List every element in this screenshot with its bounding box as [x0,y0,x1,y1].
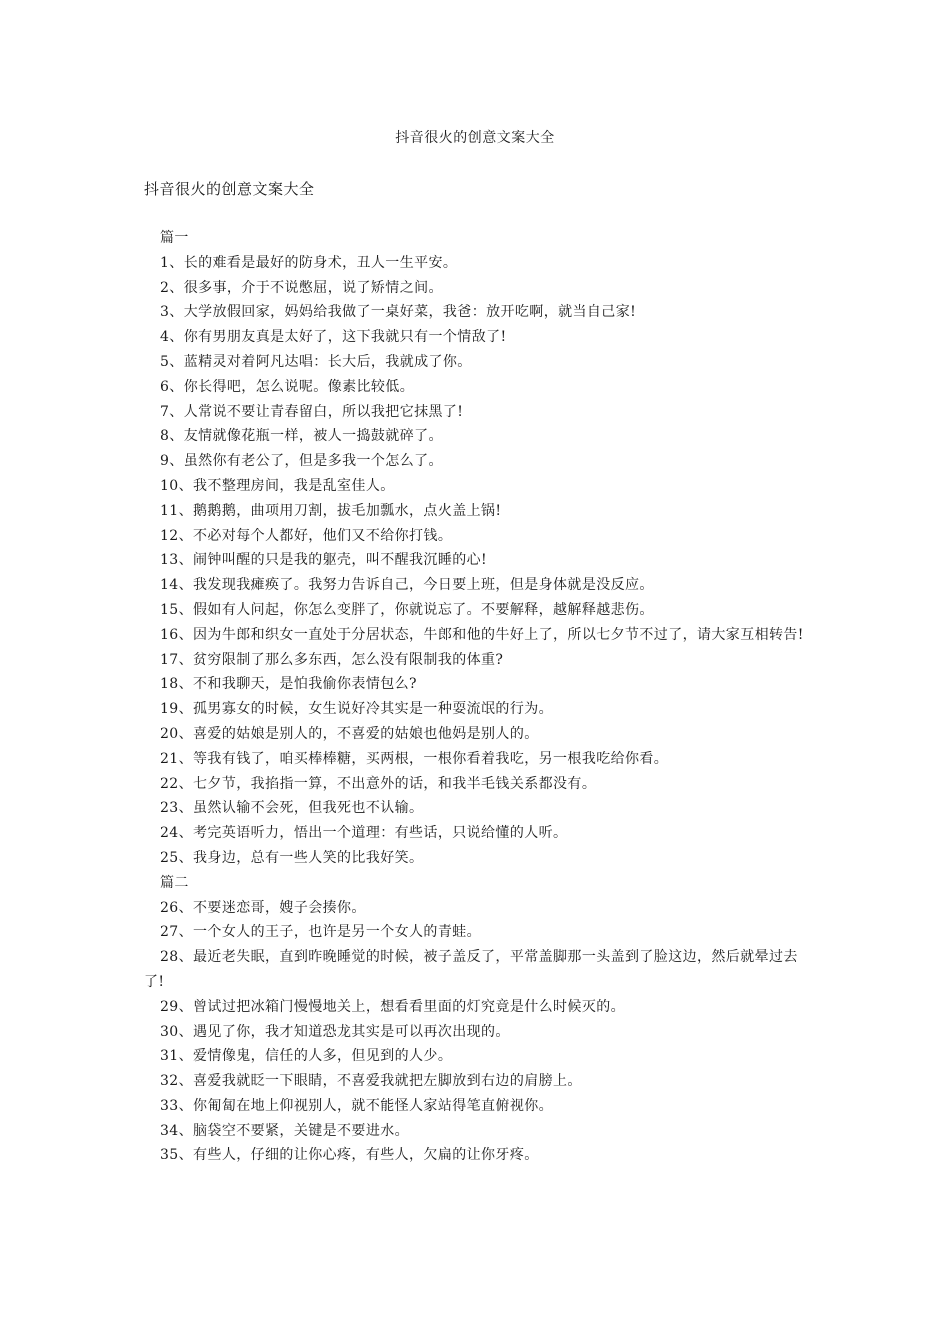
list-item: 4、你有男朋友真是太好了，这下我就只有一个情敌了! [160,329,507,346]
list-item: 22、七夕节，我掐指一算，不出意外的话，和我半毛钱关系都没有。 [160,775,597,792]
list-item: 15、假如有人问起，你怎么变胖了，你就说忘了。不要解释，越解释越悲伤。 [160,601,654,618]
list-item: 18、不和我聊天，是怕我偷你表情包么? [160,676,417,693]
list-item: 25、我身边，总有一些人笑的比我好笑。 [160,849,424,866]
section-heading: 篇一 [160,230,189,246]
list-item: 32、喜爱我就眨一下眼睛，不喜爱我就把左脚放到右边的肩膀上。 [160,1073,582,1090]
list-item: 10、我不整理房间，我是乱室佳人。 [160,477,395,494]
document-body [144,226,806,1168]
list-item: 35、有些人，仔细的让你心疼，有些人，欠扁的让你牙疼。 [160,1147,539,1164]
list-item: 14、我发现我瘫痪了。我努力告诉自己，今日要上班，但是身体就是没反应。 [160,577,654,594]
list-item: 23、虽然认输不会死，但我死也不认输。 [160,800,424,817]
section-heading: 篇二 [160,874,189,891]
list-item: 2、很多事，介于不说憋屈，说了矫情之间。 [160,279,443,296]
list-item: 24、考完英语听力，悟出一个道理：有些话，只说给懂的人听。 [160,825,568,842]
list-item: 28、最近老失眠，直到昨晚睡觉的时候，被子盖反了，平常盖脚那一头盖到了脸这边，然后就晕过去了! [144,949,798,990]
list-item: 1、长的难看是最好的防身术，丑人一生平安。 [160,254,458,271]
list-item: 27、一个女人的王子，也许是另一个女人的青蛙。 [160,924,482,941]
document-subtitle: 抖音很火的创意文案大全 [144,180,315,198]
list-item: 17、贫穷限制了那么多东西，怎么没有限制我的体重? [160,651,504,668]
list-item: 13、闹钟叫醒的只是我的躯壳，叫不醒我沉睡的心! [160,552,488,569]
list-item: 7、人常说不要让青春留白，所以我把它抹黑了! [160,403,464,420]
list-item: 26、不要迷恋哥，嫂子会揍你。 [160,899,366,916]
list-item: 19、孤男寡女的时候，女生说好冷其实是一种耍流氓的行为。 [160,701,554,718]
list-item: 6、你长得吧，怎么说呢。像素比较低。 [160,378,415,395]
list-item: 3、大学放假回家，妈妈给我做了一桌好菜，我爸：放开吃啊，就当自己家! [160,304,637,321]
list-item: 29、曾试过把冰箱门慢慢地关上，想看看里面的灯究竟是什么时候灭的。 [160,998,626,1015]
list-item: 20、喜爱的姑娘是别人的，不喜爱的姑娘也他妈是别人的。 [160,725,539,742]
document-title: 抖音很火的创意文案大全 [395,130,555,146]
list-item: 9、虽然你有老公了，但是多我一个怎么了。 [160,453,443,470]
list-item: 31、爱情像鬼，信任的人多，但见到的人少。 [160,1048,453,1065]
list-item: 8、友情就像花瓶一样，被人一捣鼓就碎了。 [160,428,443,445]
list-item: 33、你匍匐在地上仰视别人，就不能怪人家站得笔直俯视你。 [160,1097,554,1114]
list-item: 12、不必对每个人都好，他们又不给你打钱。 [160,527,453,544]
list-item: 30、遇见了你，我才知道恐龙其实是可以再次出现的。 [160,1023,510,1040]
list-item: 34、脑袋空不要紧，关键是不要进水。 [160,1122,410,1139]
list-item: 5、蓝精灵对着阿凡达唱：长大后，我就成了你。 [160,353,472,370]
list-item: 16、因为牛郎和织女一直处于分居状态，牛郎和他的牛好上了，所以七夕节不过了，请大家互相转告! [160,626,804,643]
list-item: 11、鹅鹅鹅，曲项用刀割，拔毛加瓢水，点火盖上锅! [160,502,502,519]
list-item: 21、等我有钱了，咱买棒棒糖，买两根，一根你看着我吃，另一根我吃给你看。 [160,750,669,767]
